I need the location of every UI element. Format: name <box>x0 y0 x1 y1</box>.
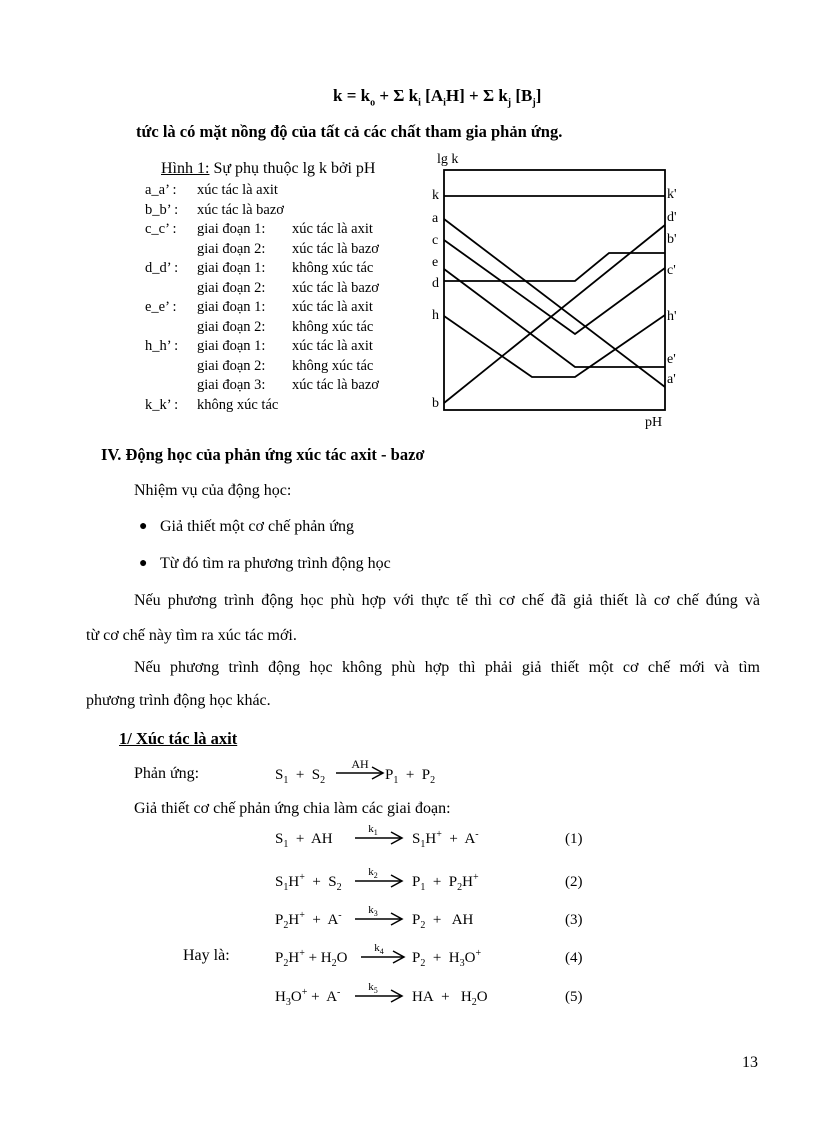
bullet-icon: ● <box>139 519 148 534</box>
legend-row: k_k’ : không xúc tác <box>145 396 279 413</box>
step-products: $P_1 + P_2H^+$ <box>412 872 479 893</box>
paragraph-line: phương trình động học khác. <box>86 692 271 709</box>
line-label-c: c <box>432 233 439 248</box>
bullet-text: Giả thiết một cơ chế phản ứng <box>160 518 354 535</box>
formula-note: tức là có mặt nồng độ của tất cả các chất tham gia phản ứng. <box>136 122 563 141</box>
legend-row: giai đoạn 2: không xúc tác <box>197 318 374 335</box>
paragraph-line: từ cơ chế này tìm ra xúc tác mới. <box>86 627 297 644</box>
curve-a <box>444 219 665 387</box>
reaction-reactants: $S_1 + S_2$ <box>275 767 326 786</box>
reaction-products: $P_1 + P_2$ <box>385 767 436 786</box>
curve-d <box>444 253 665 281</box>
line-label-h: h <box>432 308 439 323</box>
line-label-k-prime: k' <box>667 187 677 202</box>
mechanism-intro: Giả thiết cơ chế phản ứng chia làm các giai đoạn: <box>134 800 451 817</box>
step-reactants: $P_2H^+ + A^-$ <box>275 910 342 931</box>
legend-row: giai đoạn 2: không xúc tác <box>197 357 374 374</box>
line-label-a-prime: a' <box>667 372 676 387</box>
legend-row: giai đoạn 2: xúc tác là bazơ <box>197 279 379 296</box>
step-number: (3) <box>565 912 583 928</box>
step-number: (4) <box>565 950 583 966</box>
rate-formula: $k = k_o + \Sigma$ $k_i$ $[A_iH] + \Sigma$ $k_j$ $[B_j]$ <box>333 86 542 109</box>
page-number: 13 <box>742 1054 758 1071</box>
line-label-e-prime: e' <box>667 352 676 367</box>
paragraph-line: Nếu phương trình động học không phù hợp thì phải giả thiết một cơ chế mới và tìm <box>134 659 760 676</box>
curve-c <box>444 240 665 334</box>
step-products: $S_1H^+ + A^-$ <box>412 829 479 850</box>
figure-caption: Hình 1: Sự phụ thuộc lg k bởi pH <box>161 160 376 177</box>
step-arrow: $k_5$ <box>353 983 405 1005</box>
step-arrow: $k_3$ <box>353 906 405 928</box>
step-number: (1) <box>565 831 583 847</box>
line-label-b: b <box>432 396 439 411</box>
legend-row: b_b’ : xúc tác là bazơ <box>145 201 284 218</box>
step-reactants: $S_1H^+ + S_2$ <box>275 872 342 893</box>
line-label-d-prime: d' <box>667 210 677 225</box>
step-number: (2) <box>565 874 583 890</box>
step-arrow: $k_4$ <box>359 944 411 966</box>
y-axis-label: lg k <box>437 152 459 167</box>
step-products: HA + $H_2O$ <box>412 989 488 1008</box>
legend-row: a_a’ : xúc tác là axit <box>145 182 278 198</box>
legend-row: h_h’ : giai đoạn 1: xúc tác là axit <box>145 338 373 354</box>
line-label-e: e <box>432 255 439 270</box>
curve-e <box>444 269 665 367</box>
step-arrow: $k_1$ <box>353 825 405 847</box>
legend-row: c_c’ : giai đoạn 1: xúc tác là axit <box>145 221 373 237</box>
hay-la-label: Hay là: <box>183 947 230 964</box>
line-label-a: a <box>432 211 439 226</box>
line-label-c-prime: c' <box>667 263 676 278</box>
line-label-b-prime: b' <box>667 232 677 247</box>
step-reactants: $H_3O^+ + A^-$ <box>275 987 341 1008</box>
step-reactants: $P_2H^+ + H_2O$ <box>275 948 348 969</box>
diagram-frame <box>444 170 665 410</box>
paragraph-line: Nếu phương trình động học phù hợp với thực tế thì cơ chế đã giả thiết là cơ chế đúng và <box>134 592 760 609</box>
step-products: $P_2$ + AH <box>412 912 474 931</box>
legend-row: d_d’ : giai đoạn 1: không xúc tác <box>145 260 374 276</box>
section-heading: IV. Động học của phản ứng xúc tác axit - bazơ <box>101 445 425 464</box>
line-label-k: k <box>432 188 439 203</box>
bullet-icon: ● <box>139 556 148 571</box>
line-label-d: d <box>432 276 439 291</box>
step-number: (5) <box>565 989 583 1005</box>
tasks-intro: Nhiệm vụ của động học: <box>134 482 292 499</box>
legend-row: e_e’ : giai đoạn 1: xúc tác là axit <box>145 299 373 315</box>
line-label-h-prime: h' <box>667 309 677 324</box>
step-reactants: $S_1$ + AH <box>275 831 333 850</box>
x-axis-label: pH <box>645 415 663 430</box>
subsection-heading: 1/ Xúc tác là axit <box>119 729 238 748</box>
reaction-arrow: AH <box>334 760 386 782</box>
bullet-text: Từ đó tìm ra phương trình động học <box>160 555 391 572</box>
reaction-label: Phản ứng: <box>134 765 200 782</box>
step-arrow: $k_2$ <box>353 868 405 890</box>
legend-row: giai đoạn 3: xúc tác là bazơ <box>197 377 379 393</box>
legend-row: giai đoạn 2: xúc tác là bazơ <box>197 240 379 257</box>
step-products: $P_2 + H_3O^+$ <box>412 948 482 969</box>
